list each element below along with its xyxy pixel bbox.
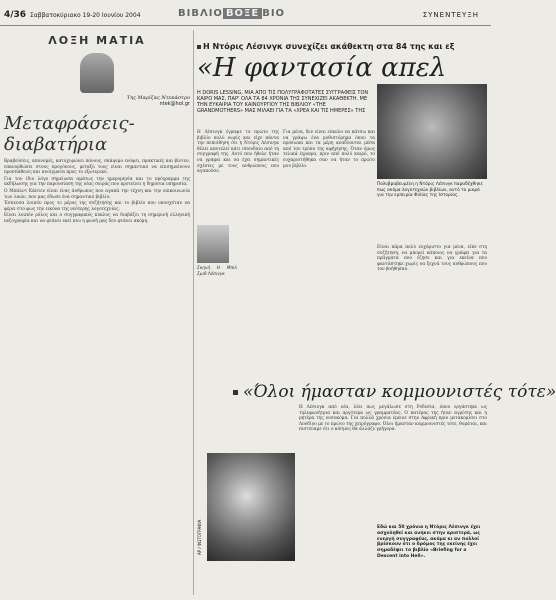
- column-paragraph: Είναι λοιπόν ρόλος και ο συγγραφικός κύκλος να διαβάζει τη σημερινή ελληνική πεζογραφία και να φτάνει εκεί που η φωνή μας δεν φτάνει ακόμη.: [4, 213, 190, 224]
- body-column-2: Για μένα, δεν είναι εύκολο να κάτσω και να γράψω ένα μυθιστόρημα όπου τα πρόσωπα και τα μέρη αναδύονται μέσα από τον τρόπο της αφήγησης. Όταν όμως τελικά έγραψα, πριν από πολύ καιρό, το ευχαριστήθηκα σαν να ήταν το πρώτο μου βιβλίο.: [283, 130, 375, 169]
- column-title: ΛΟΞΗ ΜΑΤΙΑ: [48, 34, 146, 47]
- body-column-1: Η Λέσινγκ έγραψε το πρώτο της βιβλίο πολύ νωρίς και είχε πάντα την πεποίθηση ότι η Ντόρις Λέσινγκ θέλει αποτελεί κάτι σπουδαίο από τη συγγραφή της. Αυτό που ήθελε ήταν να γράφει και να έχει σημαντικές σχέσεις με τους ανθρώπους που αγαπούσε.: [197, 130, 279, 175]
- pull-quote-text: «Όλοι ήμασταν κομμουνιστές τότε»: [243, 382, 556, 402]
- kicker-bullet: [197, 45, 201, 49]
- portrait-photo: [207, 453, 295, 561]
- logo-left: ΒΙΒΛΙΟ: [178, 8, 223, 19]
- photo-caption: Πολυβραβευμένη η Ντόρις Λέσινγκ παραδέχθηκε πως ακόμα λογοτεχνών βιβλίων, αυτό το μικρό για την εμπειρία Φιλίας της Ιστορίας.: [377, 182, 483, 199]
- inset-photo: [197, 225, 229, 263]
- section-label: ΣΥΝΕΝΤΕΥΞΗ: [422, 11, 479, 19]
- article-headline: «Η φαντασία απελ: [197, 53, 447, 83]
- article-intro: Η DORIS LESSING, ΜΙΑ ΑΠΟ ΤΙΣ ΠΟΛΥΓΡΑΦΟΤΑΤΕΣ ΣΥΓΓΡΑΦΕΙΣ ΤΟΝ ΚΑΙΡΟ ΜΑΣ, ΠΑΡ' ΟΛΑ ΤΑ 84 ΧΡΟΝΙΑ ΤΗΣ ΣΥΝΕΧΙΖΕΙ ΑΚΑΘΕΚΤΗ. ΜΕ ΤΗΝ ΕΥΚΑΙΡΙΑ ΤΟΥ ΚΑΙΝΟΥΡΓΙΟΥ ΤΗΣ ΒΙΒΛΙΟΥ «THE GRANDMOTHERS» ΜΑΣ ΜΙΛΑΕΙ ΓΙΑ ΤΑ «ΧΡΕΑ ΚΑΙ ΤΙΣ ΗΜΕΡΕΣ» ΤΗΣ: [197, 90, 369, 114]
- column-separator: [193, 30, 194, 595]
- page-number: 4/36: [4, 10, 27, 20]
- column-body: [4, 159, 190, 225]
- column-paragraph: Έσπευσα λοιπόν προς το μέρος της συζήτησης και το βιβλίο που υποσχόταν να φέρει στο φως την εικόνα της νεότερης λογοτεχνίας.: [4, 201, 190, 212]
- issue-date: Σαββατοκύριακο 19-20 Ιουνίου 2004: [30, 12, 141, 19]
- kicker-text: Η Ντόρις Λέσινγκ συνεχίζει ακάθεκτη στα 84 της και εξ: [203, 42, 455, 51]
- article-body: [197, 130, 487, 375]
- article-kicker: [197, 42, 487, 51]
- lower-body-text: Η Λέσινγκ από νέα, λέει πως μεγάλωσε στη Ροδεσία, όπου εργάστηκε ως τηλεφωνήτρια και αργότερα ως γραμματέας. Ο πατέρας της ήταν αγρότης και η μητέρα της νοσοκόμα. Για πολλά χρόνια έμεινε στην Αφρική πριν μετακομίσει στο Λονδίνο με το πρώτο της χειρόγραφο. Όλοι ήμασταν κομμουνιστές τότε, θυμάται, και πιστεύαμε ότι ο κόσμος θα άλλαζε γρήγορα.: [299, 405, 487, 433]
- column-paragraph: Ο Μπάλντ Κάπτεν είναι ένας άνθρωπος που αγαπά την τέχνη και την επικοινωνία των λαών, που μας έδωσε ένα σημαντικό βιβλίο.: [4, 188, 190, 200]
- body-column-3: Είναι πάρα πολύ ευχάριστο για μένα, είπε στη συζήτηση, να μπορεί κάποιος να γράφει για τα πράγματα που έζησε και για εκείνα που φαντάστηκε χωρίς να ξεχνά τους ανθρώπους που τον βοήθησαν.: [377, 245, 487, 273]
- author-email: ntek@hol.gr: [159, 101, 190, 107]
- column-paragraph: Βραβεύσεις, απονομές, κατοχυρώνει πόνους, σκάψιμο ενόψει, πρακτικές και βίντεο, επανορθώσει στους προγόνους, μεταξύ τους είναι σημαντικό να επισημαίνουν προσπάθειες και ανοίγματα προς το εξωτερικό.: [4, 159, 190, 176]
- bottom-caption: Εδώ και 50 χρόνια η Ντόρις Λέσινγκ έχει ασχοληθεί και ανήκει στην αριστερά, ως ενεργή συγγραφέας, ακόμα κι αν πολλοί βρίσκουν ότι ο δρόμος της εκείνης έχει σημαδέψει το βιβλίο «Briefing for a Descent into Hell».: [377, 525, 481, 559]
- page-header: [0, 8, 491, 24]
- quote-bullet: [233, 390, 238, 395]
- logo-mid: ΒΟΞΕ: [223, 8, 262, 19]
- article-lower: [197, 405, 487, 595]
- column-headline: Μεταφράσεις-διαβατήρια: [4, 113, 135, 155]
- photo-credit: AP / ΦΩΤΟΓΡΑΦΙΑ: [197, 519, 202, 555]
- author-name: Της Μαρίζας Ντεκάστρο: [126, 95, 190, 101]
- author-photo: [80, 53, 114, 93]
- column-paragraph: Για τον ίδιο λόγο σημείωσα αμέσως την ημερομηνία και το πρόγραμμα της εκδήλωσης για την παρουσίαση της νέας σειράς που προτείνει η δημόσια υπηρεσία.: [4, 176, 190, 188]
- opinion-column: [4, 30, 190, 595]
- header-divider: [0, 25, 491, 26]
- pull-quote: [233, 382, 556, 402]
- section-logo: [178, 8, 328, 22]
- inset-caption: Σκηνή Η Μπιλ Σμιθ Λέσινγκ: [197, 266, 237, 277]
- logo-right: ΒΙΟ: [262, 8, 286, 19]
- interview-article: [197, 30, 556, 595]
